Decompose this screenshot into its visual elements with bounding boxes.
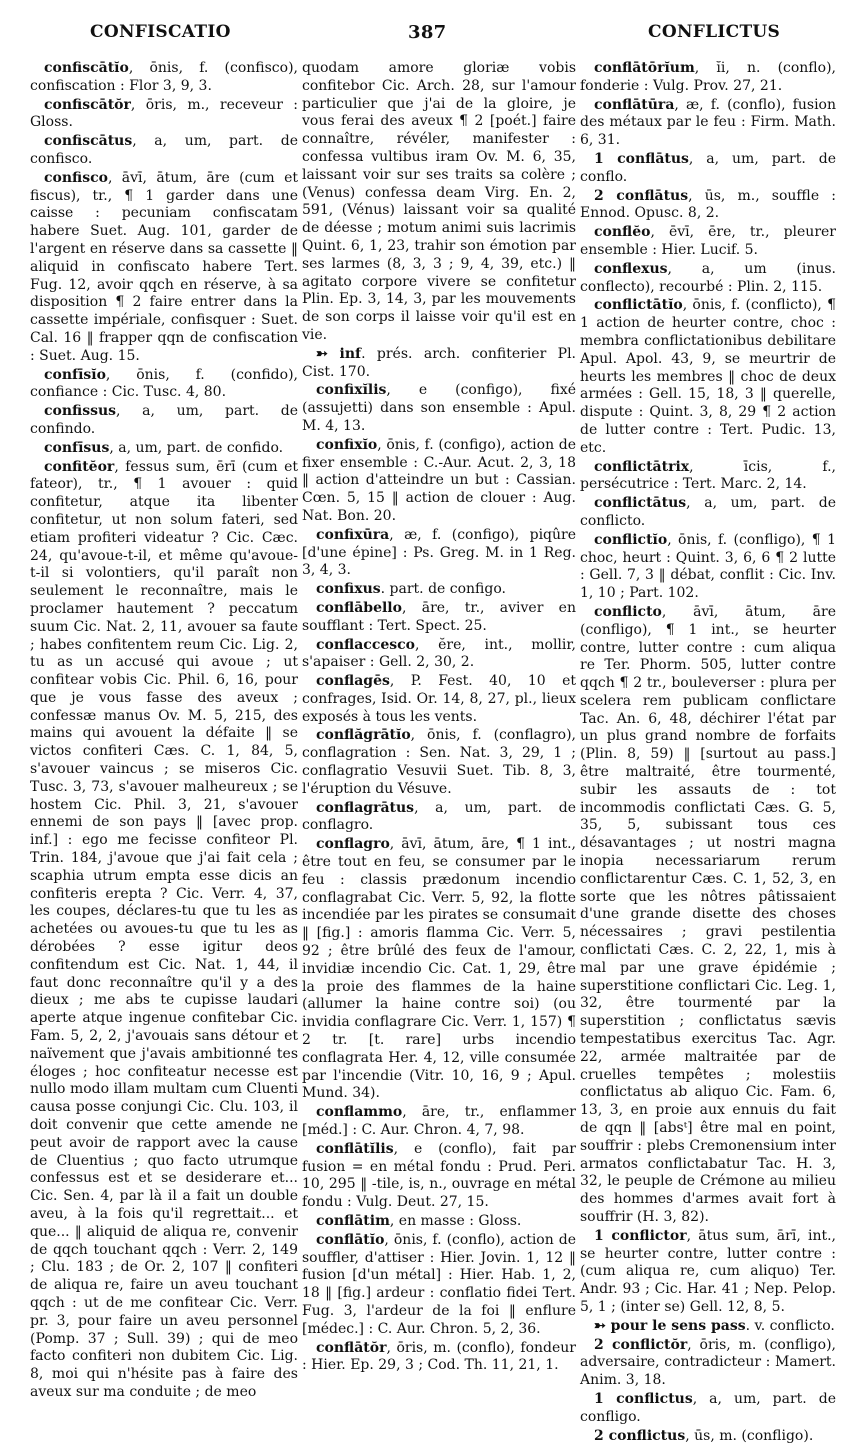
dictionary-entry: conflātĭo, ōnis, f. (conflo), action de souffler, d'attiser : Hier. Jovin. 1, 12 ‖ fusion [d'un métal] : Hier. Hab. 1, 2, 18 ‖ [fig.] ardeur : conflatio fidei Tert. Fug. 3, l'ardeur de la foi ‖ enflure [médec.] : C. Aur. Chron. 5, 2, 36. xyxy=(302,1231,576,1337)
dictionary-entry: confixūra, æ, f. (configo), piqûre [d'une épine] : Ps. Greg. M. in 1 Reg. 3, 4, 3. xyxy=(302,526,576,579)
dictionary-entry: conflictātus, a, um, part. de conflicto. xyxy=(580,495,836,529)
dictionary-entry: quodam amore gloriæ vobis confitebor Cic. Arch. 28, sur l'amour particulier que j'ai de la gloire, je vous ferai des aveux ¶ 2 [poét.] faire connaître, révéler, manifester : confessa vultibus iram Ov. M. 6, 35, laissant voir sur ses traits sa colère ; (Venus) confessa deam Virg. En. 2, 591, (Vénus) laissant voir sa qualité de déesse ; motum animi suis lacrimis Quint. 6, 1, 23, trahir son émotion par ses larmes (8, 3, 3 ; 9, 4, 39, etc.) ‖ agitato corpore vivere se confitetur Plin. Ep. 3, 14, 3, par les mouvements de son corps il laisse voir qu'il est en vie. xyxy=(302,60,576,343)
dictionary-entry: 2 conflātus, ūs, m., souffle : Ennod. Opusc. 8, 2. xyxy=(580,187,836,222)
dictionary-entry: confīsĭo, ōnis, f. (confido), confiance : Cic. Tusc. 4, 80. xyxy=(30,366,298,401)
page-number: 387 xyxy=(408,22,447,43)
dictionary-entry: 1 conflātus, a, um, part. de conflo. xyxy=(580,150,836,185)
dictionary-entry: conflātim, en masse : Gloss. xyxy=(316,1213,522,1229)
dictionary-entry: conflexus, a, um (inus. conflecto), recourbé : Plin. 2, 115. xyxy=(580,260,836,295)
dictionary-entry: 1 conflictor, ātus sum, ārī, int., se heurter contre, lutter contre : (cum aliqua re, cum aliquo) Ter. Andr. 93 ; Cic. Har. 41 ; Nep. Pelop. 5, 1 ; (inter se) Gell. 12, 8, 5. xyxy=(580,1227,837,1315)
dictionary-entry: confiscātŏr, ōris, m., receveur : Gloss. xyxy=(30,96,298,131)
header-right-keyword: CONFLICTUS xyxy=(648,22,781,42)
dictionary-entry: conflĕo, ēvī, ēre, tr., pleurer ensemble : Hier. Lucif. 5. xyxy=(580,224,836,258)
dictionary-entry: conflagro, āvī, ātum, āre, ¶ 1 int., être tout en feu, se consumer par le feu : classis prædonum incendio conflagrabat Cic. Verr. 5, 92, la flotte incendiée par les pirates se consumait ‖ [fig.] : amoris flamma Cic. Verr. 5, 92 ; être brûlé des feux de l'amour, invidiæ incendio Cic. Cat. 1, 29, être la proie des flammes de la haine (allumer la haine contre soi) (ou invidia conflagrare Cic. Verr. 1, 157) ¶ 2 tr. [t. rare] urbs incendio conflagrata Her. 4, 12, ville consumée par l'incendie (Vitr. 10, 16, 9 ; Apul. Mund. 34). xyxy=(302,836,576,1102)
dictionary-entry: conflicto, āvī, ātum, āre (confligo), ¶ 1 int., se heurter contre, lutter contre : cum aliqua re Ter. Phorm. 505, lutter contre qqch ¶ 2 tr., bouleverser : plura per scelera rem publicam conflictare Tac. An. 6, 48, déchirer l'état par un plus grand nombre de forfaits (Plin. 8, 59) ‖ [surtout au pass.] être maltraité, être tourmenté, subir les assauts de : tot incommodis conflictati Cæs. G. 5, 35, 5, subissant tous ces désavantages ; ut nostri magna inopia necessariarum rerum conflictarentur Cæs. C. 1, 52, 3, en sorte que les nôtres pâtissaient d'une grande disette des choses nécessaires ; gravi pestilentia conflictati Cæs. C. 2, 22, 1, mis à mal par une grave épidémie ; superstitione conflictari Cic. Leg. 1, 32, être tourmenté par la superstition ; conflictatus sævis tempestatibus exercitus Tac. Agr. 22, armée maltraitée par de cruelles tempêtes ; molestiis conflictatus ab aliquo Cic. Fam. 6, 13, 3, en proie aux ennuis du fait de qqn ‖ [absᵗ] être mal en point, souffrir : plebs Cremonensium inter armatos conflictabatur Tac. H. 3, 32, le peuple de Crémone au milieu des hommes d'armes avait fort à souffrir (H. 3, 82). xyxy=(580,603,836,1225)
dictionary-entry: confīsus, a, um, part. de confido. xyxy=(44,439,284,456)
dictionary-entry: conflātŏr, ōris, m. (conflo), fondeur : Hier. Ep. 29, 3 ; Cod. Th. 11, 21, 1. xyxy=(302,1339,576,1374)
dictionary-entry: confisco, āvī, ātum, āre (cum et fiscus), tr., ¶ 1 garder dans une caisse : pecuniam confiscatam habere Suet. Aug. 101, garder de l'argent en réserve dans sa cassette ‖ aliquid in confiscato habere Tert. Fug. 12, avoir qqch en réserve, à sa disposition ¶ 2 faire entrer dans la cassette impériale, confisquer : Suet. Cal. 16 ‖ frapper qqn de confiscation : Suet. Aug. 15. xyxy=(30,169,298,364)
dictionary-entry: confixus. part. de configo. xyxy=(316,581,506,598)
dictionary-entry: 2 conflictus, ūs, m. (confligo). xyxy=(594,1427,814,1444)
dictionary-entry: 1 conflictus, a, um, part. de confligo. xyxy=(580,1390,836,1425)
dictionary-entry: conflictĭo, ōnis, f. (confligo), ¶ 1 choc, heurt : Quint. 3, 6, 6 ¶ 2 lutte : Gell. 7, 3 ‖ débat, conflit : Cic. Inv. 1, 10 ; Part. 102. xyxy=(580,531,836,602)
dictionary-entry: conflagēs, P. Fest. 40, 10 et confrages, Isid. Or. 14, 8, 27, pl., lieux exposés à tous les vents. xyxy=(302,673,576,725)
dictionary-entry: conflaccesco, ĕre, int., mollir, s'apaiser : Gell. 2, 30, 2. xyxy=(302,636,576,671)
dictionary-entry: conflictātĭo, ōnis, f. (conflicto), ¶ 1 action de heurter contre, choc : membra conflictationibus debilitare Apul. Apol. 43, 9, se meurtrir de heurts les membres ‖ choc de deux armées : Gell. 15, 18, 3 ‖ querelle, dispute : Quint. 3, 8, 29 ¶ 2 action de lutter contre : Tert. Pudic. 13, etc. xyxy=(580,297,836,456)
dictionary-entry: conflābello, āre, tr., aviver en soufflant : Tert. Spect. 25. xyxy=(302,599,576,634)
page-header xyxy=(0,22,850,52)
dictionary-entry: conflictātrix, īcis, f., persécutrice : Tert. Marc. 2, 14. xyxy=(580,458,836,493)
dictionary-entry: conflātūra, æ, f. (conflo), fusion des métaux par le feu : Firm. Math. 6, 31. xyxy=(580,96,836,149)
dictionary-entry: 2 conflictŏr, ōris, m. (confligo), adversaire, contradicteur : Mamert. Anim. 3, 18. xyxy=(580,1336,836,1389)
dictionary-entry: conflammo, āre, tr., enflammer [méd.] : C. Aur. Chron. 4, 7, 98. xyxy=(302,1104,576,1139)
dictionary-entry: confissus, a, um, part. de confindo. xyxy=(30,403,298,437)
column-middle xyxy=(302,60,576,1376)
header-left-keyword: CONFISCATIO xyxy=(90,22,231,42)
column-right xyxy=(580,60,836,1446)
dictionary-entry: conflātōrĭum, ĭi, n. (conflo), fonderie : Vulg. Prov. 27, 21. xyxy=(580,60,836,94)
dictionary-entry: ➳ pour le sens pass. v. conflicto. xyxy=(594,1317,835,1334)
dictionary-entry: conflātĭlis, e (conflo), fait par fusion = en métal fondu : Prud. Peri. 10, 295 ‖ -tile, is, n., ouvrage en métal fondu : Vulg. Deut. 27, 15. xyxy=(302,1140,576,1211)
dictionary-entry: confiscātus, a, um, part. de confisco. xyxy=(30,133,298,167)
dictionary-entry: ➳ inf. prés. arch. confiterier Pl. Cist. 170. xyxy=(302,345,577,380)
dictionary-entry: conflăgrātĭo, ōnis, f. (conflagro), conflagration : Sen. Nat. 3, 29, 1 ; conflagratio Vesuvii Suet. Tib. 8, 3, l'éruption du Vésuve. xyxy=(302,727,576,797)
dictionary-entry: confixĭlis, e (configo), fixé (assujetti) dans son ensemble : Apul. M. 4, 13. xyxy=(302,382,576,434)
column-left xyxy=(30,60,298,1403)
dictionary-entry: confitĕor, fessus sum, ērī (cum et fateor), tr., ¶ 1 avouer : quid confitetur, atque ita libenter confitetur, ut non solum fateri, sed etiam profiteri videatur ? Cic. Cæc. 24, qu'avoue-t-il, et même qu'avoue-t-il si volontiers, qu'il paraît non seulement le reconnaître, mais le proclamer hautement ? peccatum suum Cic. Nat. 2, 11, avouer sa faute ; habes confitentem reum Cic. Lig. 2, tu as un accusé qui avoue ; ut confitear vobis Cic. Phil. 6, 16, pour que je vous fasse des aveux ; confessæ manus Ov. M. 5, 215, des mains qui avouent la défaite ‖ se victos confiteri Cæs. C. 1, 84, 5, s'avouer vaincus ; se miseros Cic. Tusc. 3, 73, s'avouer malheureux ; se hostem Cic. Phil. 3, 21, s'avouer ennemi de son pays ‖ [avec prop. inf.] : ego me fecisse confiteor Pl. Trin. 184, j'avoue que j'ai fait cela ; scaphia utrum empta esse dicis an confiteris erepta ? Cic. Verr. 4, 37, les coupes, déclares-tu que tu les as achetées ou avoues-tu que tu les as dérobées ? esse igitur deos confitendum est Cic. Nat. 1, 44, il faut donc reconnaître qu'il y a des dieux ; me abs te cupisse laudari aperte atque ingenue confitebar Cic. Fam. 5, 2, 2, j'avouais sans détour et naïvement que j'avais ambitionné tes éloges ; hoc confiteatur necesse est nullo modo illam multam cum Cluenti causa posse conjungi Cic. Clu. 103, il doit convenir que cette amende ne peut avoir de rapport avec la cause de Cluentius ; quo facto utrumque confessus est et se desiderare et... Cic. Sen. 4, par là il a fait un double aveu, à la fois qu'il regrettait... et que... ‖ aliquid de aliqua re, convenir de qqch touchant qqch : Verr. 2, 149 ; Clu. 183 ; de Or. 2, 107 ‖ confiteri de aliqua re, faire un aveu touchant qqch : ut de me confitear Cic. Verr. pr. 3, pour faire un aveu personnel (Pomp. 37 ; Sull. 39) ; qui de meo facto confiteri non dubitem Cic. Lig. 8, moi qui n'hésite pas à faire des aveux sur ma conduite ; de meo xyxy=(30,458,298,1400)
dictionary-entry: conflagrātus, a, um, part. de conflagro. xyxy=(302,799,576,834)
dictionary-entry: confixĭo, ōnis, f. (configo), action de fixer ensemble : C.-Aur. Acut. 2, 3, 18 ‖ action d'atteindre un but : Cassian. Cœn. 5, 15 ‖ action de clouer : Aug. Nat. Bon. 20. xyxy=(302,436,576,524)
dictionary-entry: confiscātĭo, ōnis, f. (confisco), confiscation : Flor 3, 9, 3. xyxy=(30,60,298,94)
